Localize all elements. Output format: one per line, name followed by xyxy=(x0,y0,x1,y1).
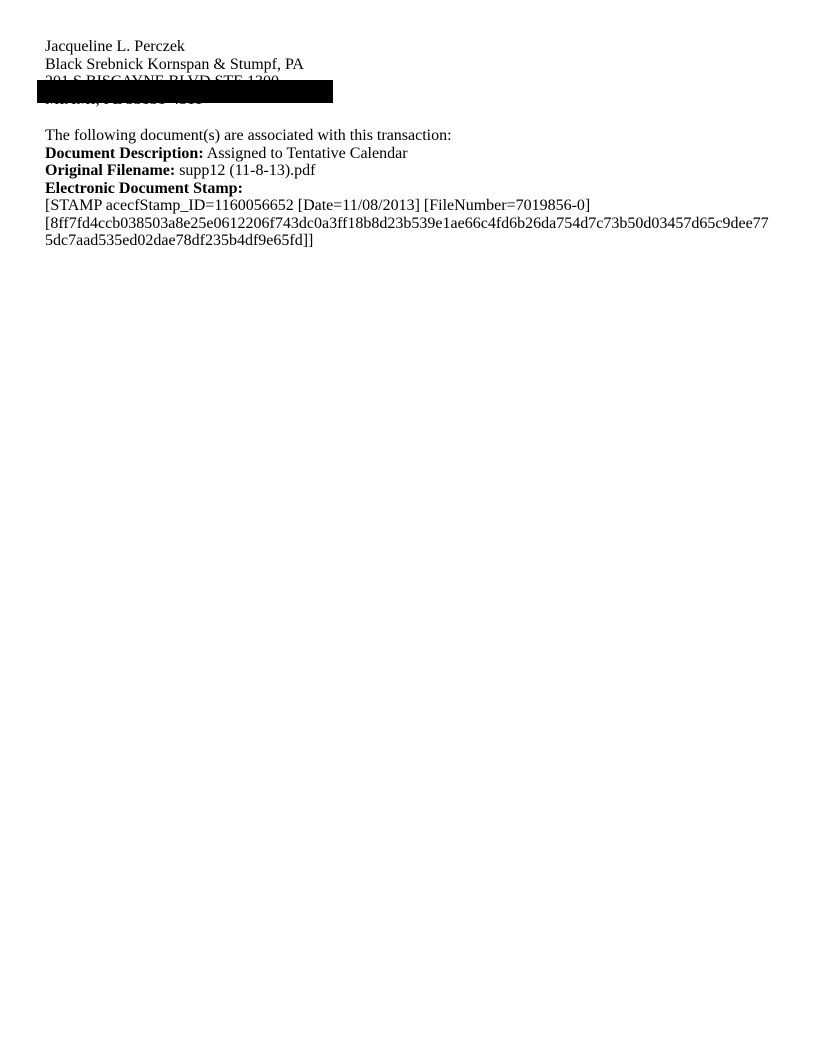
transaction-intro: The following document(s) are associated with this transaction: xyxy=(45,127,452,144)
stamp-line-1: [STAMP acecfStamp_ID=1160056652 [Date=11/08/2013] [FileNumber=7019856-0] xyxy=(45,197,591,214)
stamp-line-2: [8ff7fd4ccb038503a8e25e0612206f743dc0a3ff18b8d23b539e1ae66c4fd6b26da754d7c73b50d03457d65c9dee77 xyxy=(45,214,769,232)
transaction-info-block xyxy=(45,127,785,250)
recipient-name: Jacqueline L. Perczek xyxy=(45,38,185,55)
original-filename-row xyxy=(45,162,785,180)
original-filename-value: supp12 (11-8-13).pdf xyxy=(175,162,316,179)
document-description-label: Document Description: xyxy=(45,144,204,162)
stamp-line-3: 5dc7aad535ed02dae78df235b4df9e65fd]] xyxy=(45,232,314,249)
redaction-bar xyxy=(37,80,333,103)
original-filename-label: Original Filename: xyxy=(45,162,176,179)
document-description-row xyxy=(45,145,785,163)
electronic-document-stamp-label: Electronic Document Stamp: xyxy=(45,179,243,197)
document-description-value: Assigned to Tentative Calendar xyxy=(203,144,408,162)
recipient-firm: Black Srebnick Kornspan & Stumpf, PA xyxy=(45,55,304,73)
